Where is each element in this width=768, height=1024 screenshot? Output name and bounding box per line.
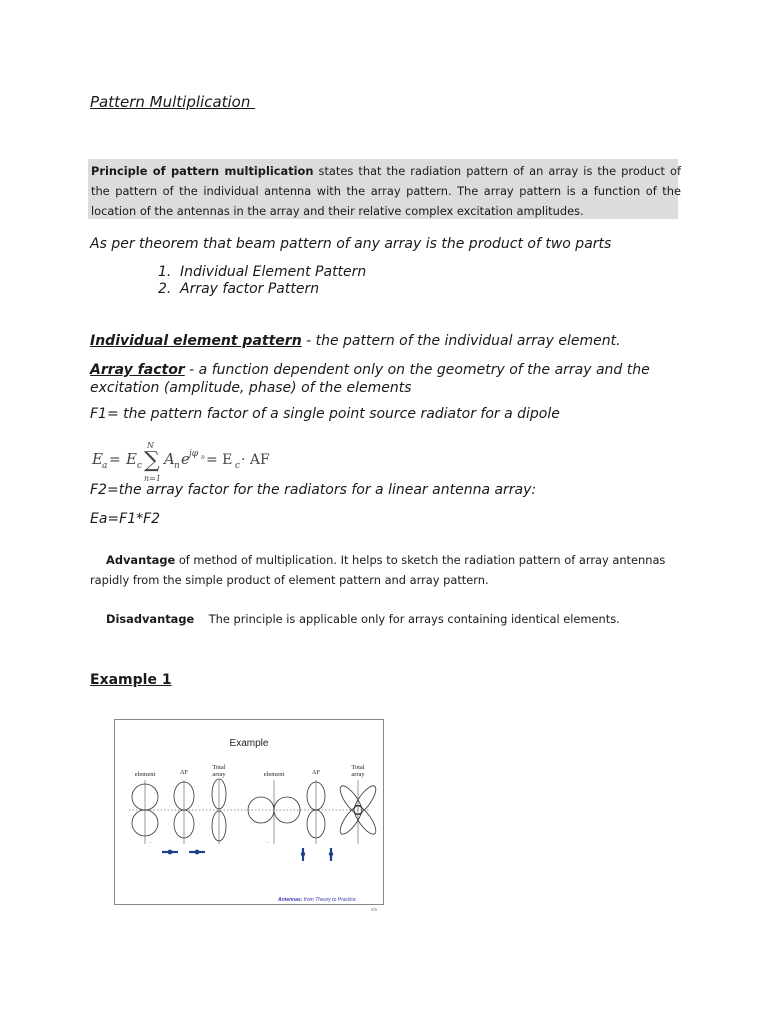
figure-page-number: 5/5 bbox=[371, 907, 378, 912]
disadvantage-paragraph: Disadvantage The principle is applicable only for arrays containing identical elements. bbox=[106, 612, 620, 626]
array-factor-definition: Array factor - a function dependent only on the geometry of the array and the excitation (amplitude, phase) of the elements bbox=[90, 362, 650, 396]
svg-text:e: e bbox=[181, 450, 190, 468]
label-af-left: AF bbox=[179, 769, 189, 776]
svg-text:E: E bbox=[126, 450, 137, 468]
advantage-paragraph-line2: rapidly from the simple product of element pattern and array pattern. bbox=[90, 573, 489, 587]
radiation-pattern-diagram bbox=[115, 720, 383, 904]
svg-text:a: a bbox=[102, 461, 108, 471]
svg-text:~~: ~~ bbox=[148, 841, 153, 845]
disadvantage-term: Disadvantage bbox=[106, 612, 195, 626]
array-pattern-formula bbox=[88, 436, 288, 484]
dipole-markers bbox=[162, 848, 333, 861]
theorem-sentence: As per theorem that beam pattern of any array is the product of two parts bbox=[90, 236, 612, 252]
f1-definition: F1= the pattern factor of a single point source radiator for a dipole bbox=[90, 406, 560, 422]
label-af-right: AF bbox=[311, 769, 321, 776]
example-heading: Example 1 bbox=[90, 672, 172, 688]
svg-text:N: N bbox=[147, 441, 154, 450]
label-total-left-1: Total bbox=[212, 764, 226, 771]
principle-text: states that the radiation pattern of an array is the product of the pattern of the individual antenna with the array pattern. The array pattern is a function of the location of the antennas in the array and their relative complex excitation amplitudes. bbox=[91, 164, 681, 218]
list-item: 1. Individual Element Pattern bbox=[158, 264, 367, 280]
list-item: 2. Array factor Pattern bbox=[158, 281, 320, 297]
individual-element-definition: Individual element pattern - the pattern of the individual array element. bbox=[90, 333, 621, 349]
svg-text:~~: ~~ bbox=[265, 841, 270, 845]
svg-text:∑: ∑ bbox=[144, 448, 160, 473]
page-title: Pattern Multiplication bbox=[90, 93, 256, 111]
individual-element-term: Individual element pattern bbox=[90, 333, 302, 349]
svg-text:n: n bbox=[201, 454, 205, 461]
ea-equation: Ea=F1*F2 bbox=[90, 511, 161, 527]
svg-text:E: E bbox=[92, 450, 103, 468]
label-total-right-2: array bbox=[351, 771, 365, 778]
figure-caption: Antennas: from Theory to Practice bbox=[278, 897, 356, 903]
label-element-right: element bbox=[263, 771, 285, 778]
svg-text:= E: = E bbox=[206, 452, 233, 468]
principle-term: Principle of pattern multiplication bbox=[91, 164, 314, 178]
svg-text:c: c bbox=[137, 461, 143, 471]
svg-text:· AF: · AF bbox=[241, 452, 270, 468]
svg-text:c: c bbox=[235, 461, 241, 471]
principle-paragraph bbox=[91, 161, 681, 221]
array-factor-term: Array factor bbox=[90, 362, 185, 378]
advantage-paragraph: Advantage of method of multiplication. It helps to sketch the radiation pattern of array antennas bbox=[106, 553, 666, 567]
f2-definition: F2=the array factor for the radiators for a linear antenna array: bbox=[90, 482, 537, 498]
svg-text:n: n bbox=[174, 461, 180, 471]
example-figure bbox=[114, 719, 384, 905]
parts-list bbox=[158, 264, 366, 298]
svg-text:n=1: n=1 bbox=[144, 474, 161, 483]
label-total-left-2: array bbox=[212, 771, 226, 778]
label-element-left: element bbox=[134, 771, 156, 778]
advantage-term: Advantage bbox=[106, 553, 176, 567]
svg-text:=: = bbox=[109, 452, 121, 468]
svg-text:jφ: jφ bbox=[189, 449, 199, 459]
figure-title: Example bbox=[229, 738, 269, 749]
svg-text:A: A bbox=[164, 450, 175, 468]
label-total-right-1: Total bbox=[351, 764, 365, 771]
